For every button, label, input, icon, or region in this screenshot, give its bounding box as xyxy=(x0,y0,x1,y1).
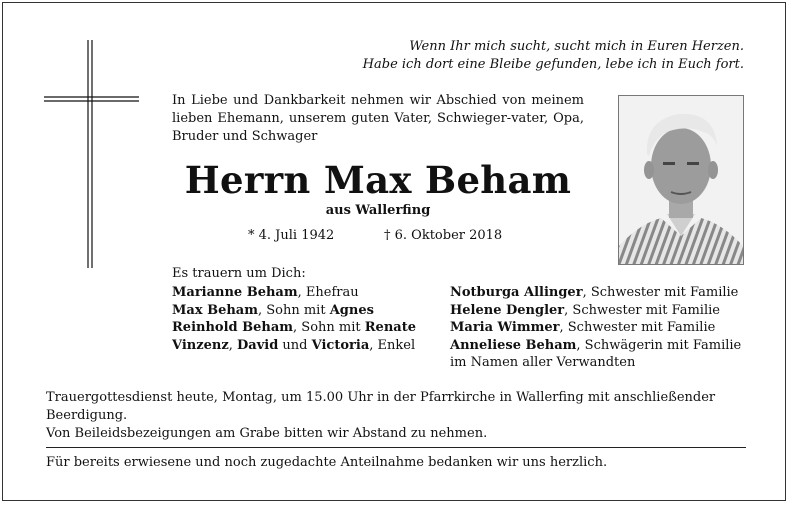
mourner-relation: , Schwester mit Familie xyxy=(582,285,739,300)
death-date: † 6. Oktober 2018 xyxy=(384,228,503,243)
divider xyxy=(46,447,746,448)
poem-line-2: Habe ich dort eine Bleibe gefunden, lebe ich in Euch fort. xyxy=(362,57,744,72)
mourner-name: Vinzenz xyxy=(172,337,229,353)
mourner-name: Max Beham xyxy=(172,302,258,318)
mourners-closing: im Namen aller Verwandten xyxy=(450,355,636,370)
portrait-photo xyxy=(618,95,744,265)
birth-date: * 4. Juli 1942 xyxy=(248,228,335,243)
mourner-name: Agnes xyxy=(329,302,374,318)
service-line-3: Von Beileidsbezeigungen am Grabe bitten wir Abstand zu nehmen. xyxy=(46,426,488,441)
mourner-name: Marianne Beham xyxy=(172,285,298,300)
mourner-relation: , Schwägerin mit Familie xyxy=(576,337,742,353)
mourner-relation: , Sohn mit xyxy=(293,320,365,335)
separator: und xyxy=(278,337,312,353)
mourner-relation: , Schwester mit Familie xyxy=(559,320,716,335)
list-item xyxy=(172,302,416,320)
mourner-name: Victoria xyxy=(311,337,370,353)
mourner-name: Maria Wimmer xyxy=(450,320,560,335)
separator: , xyxy=(228,337,238,353)
list-item xyxy=(450,337,741,355)
mourner-name: Reinhold Beham xyxy=(172,320,294,335)
poem-quote xyxy=(363,38,744,74)
service-line-2: Beerdigung. xyxy=(46,408,128,423)
mourner-name: David xyxy=(237,337,279,353)
service-line-1: Trauergottesdienst heute, Montag, um 15.00 Uhr in der Pfarrkirche in Wallerfing mit anschließender xyxy=(46,390,716,405)
deceased-origin: aus Wallerfing xyxy=(325,203,431,218)
deceased-name: Herrn Max Beham xyxy=(184,158,572,202)
list-item xyxy=(450,302,741,320)
mourner-relation: , Enkel xyxy=(369,337,416,353)
mourner-name: Renate xyxy=(364,320,416,335)
poem-line-1: Wenn Ihr mich sucht, sucht mich in Euren Herzen. xyxy=(409,39,744,54)
mourner-name: Notburga Allinger xyxy=(450,285,583,300)
cross-icon xyxy=(44,40,139,268)
list-item xyxy=(172,337,416,355)
mourner-relation: , Ehefrau xyxy=(297,285,359,300)
list-item xyxy=(172,319,416,337)
mourner-relation: , Schwester mit Familie xyxy=(564,302,720,318)
list-item xyxy=(172,284,416,302)
service-info xyxy=(46,389,746,443)
list-item xyxy=(450,319,741,337)
thanks-text: Für bereits erwiesene und noch zugedachte Anteilnahme bedanken wir uns herzlich. xyxy=(46,455,608,470)
list-item xyxy=(450,284,741,302)
mourners-right xyxy=(450,284,741,372)
mourner-name: Anneliese Beham xyxy=(450,337,577,353)
mourners-heading: Es trauern um Dich: xyxy=(172,266,306,281)
mourners-left xyxy=(172,284,416,354)
mourner-relation: , Sohn mit xyxy=(257,302,330,318)
intro-text: In Liebe und Dankbarkeit nehmen wir Abschied von meinem lieben Ehemann, unserem guten Vater, Schwieger-vater, Opa, Bruder und Schwager xyxy=(172,93,584,144)
portrait-image xyxy=(619,96,743,264)
mourner-name: Helene Dengler xyxy=(450,302,565,318)
